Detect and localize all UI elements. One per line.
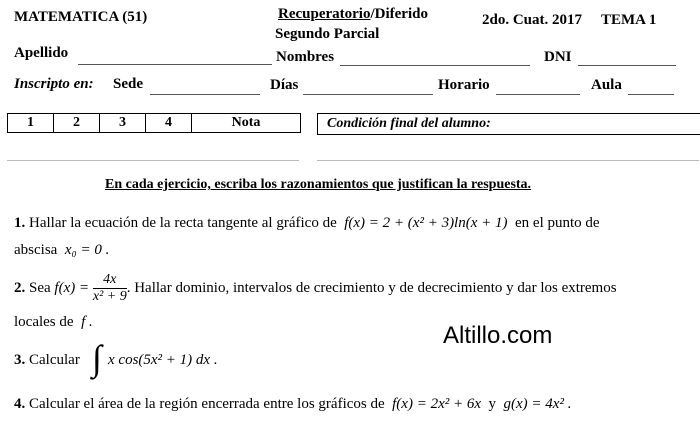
exam-type-underlined: Recuperatorio (278, 6, 371, 22)
divider-left (7, 160, 299, 161)
inscripto-label: Inscripto en: (14, 76, 94, 92)
question-text: Hallar la ecuación de la recta tangente al gráfico de (29, 215, 337, 231)
dni-label: DNI (544, 49, 572, 65)
formula: f(x) = (54, 280, 90, 296)
exam-name: Segundo Parcial (275, 26, 380, 42)
question-2-cont (14, 314, 93, 331)
integrand: x cos(5x² + 1) dx . (108, 352, 218, 368)
dias-label: Días (270, 77, 299, 93)
grade-col-1[interactable]: 1 (8, 114, 54, 133)
question-text: Calcular (29, 352, 80, 368)
condicion-final-label: Condición final del alumno: (327, 116, 491, 131)
question-text: abscisa (14, 242, 58, 258)
exam-tema: TEMA 1 (601, 12, 657, 28)
aula-label: Aula (591, 77, 622, 93)
question-text: locales de (14, 314, 74, 330)
grade-col-2[interactable]: 2 (54, 114, 100, 133)
question-text: Calcular el área de la región encerrada entre los gráficos de (29, 396, 385, 412)
question-number: 1. (14, 215, 26, 231)
horario-label: Horario (438, 77, 490, 93)
integral-symbol: ∫ (92, 338, 102, 378)
nombres-label: Nombres (276, 49, 335, 65)
aula-line[interactable] (628, 94, 674, 95)
instruction: En cada ejercicio, escriba los razonamientos que justifican la respuesta. (105, 177, 532, 192)
formula: f . (81, 314, 93, 330)
fraction-denominator: x² + 9 (92, 289, 127, 305)
apellido-line[interactable] (78, 64, 272, 65)
divider-right (317, 160, 699, 161)
conjunction: y (488, 396, 497, 412)
formula: x₀ = 0 . (64, 242, 110, 258)
question-1-cont (14, 242, 109, 259)
question-1 (14, 215, 600, 232)
sede-line[interactable] (150, 94, 260, 95)
question-text: Sea (29, 280, 51, 296)
dni-line[interactable] (578, 65, 676, 66)
question-4 (14, 396, 571, 413)
dias-line[interactable] (303, 94, 433, 95)
formula: g(x) = 4x² . (503, 396, 572, 412)
grade-col-3[interactable]: 3 (100, 114, 146, 133)
question-number: 3. (14, 352, 26, 368)
watermark: Altillo.com (443, 322, 553, 349)
question-2 (14, 272, 617, 305)
grade-col-nota[interactable]: Nota (192, 114, 301, 133)
exam-period: 2do. Cuat. 2017 (482, 12, 583, 28)
question-number: 4. (14, 396, 26, 412)
grades-table (7, 113, 301, 133)
question-3 (14, 352, 80, 369)
grade-col-4[interactable]: 4 (146, 114, 192, 133)
question-text: . Hallar dominio, intervalos de crecimiento y de decrecimiento y dar los extremos (126, 280, 617, 296)
horario-line[interactable] (496, 94, 580, 95)
exam-type-rest: /Diferido (370, 6, 428, 22)
course-title: MATEMATICA (51) (14, 9, 148, 25)
fraction (93, 272, 127, 305)
exam-type (278, 6, 428, 23)
question-number: 2. (14, 280, 26, 296)
formula: f(x) = 2 + (x² + 3)ln(x + 1) (344, 215, 508, 231)
question-text: en el punto de (515, 215, 600, 231)
apellido-label: Apellido (14, 45, 69, 61)
formula: f(x) = 2x² + 6x (392, 396, 482, 412)
sede-label: Sede (113, 76, 143, 92)
fraction-numerator: 4x (93, 272, 127, 289)
nombres-line[interactable] (340, 65, 530, 66)
